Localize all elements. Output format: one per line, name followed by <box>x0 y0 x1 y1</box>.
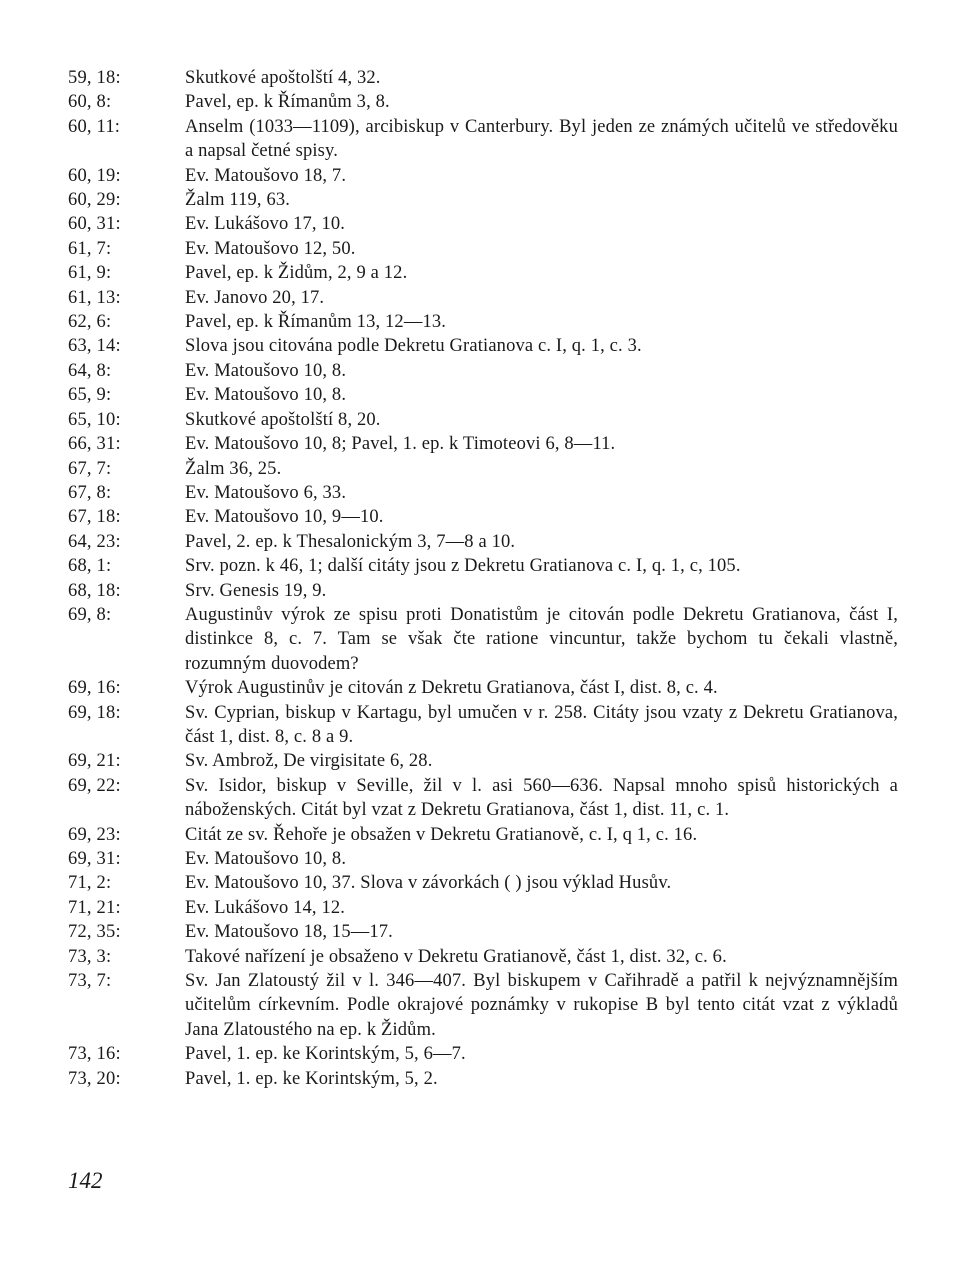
endnote-reference: 64, 8: <box>68 360 112 381</box>
endnote-reference: 73, 3: <box>68 946 112 967</box>
endnote-reference: 73, 16: <box>68 1044 121 1065</box>
endnote-reference: 72, 35: <box>68 922 121 943</box>
endnote-text: Ev. Matoušovo 10, 8. <box>185 385 347 406</box>
endnote-text: Ev. Matoušovo 10, 8; Pavel, 1. ep. k Timoteovi 6, 8—11. <box>185 434 616 455</box>
endnote-entry <box>68 554 898 578</box>
endnote-text: Ev. Janovo 20, 17. <box>185 287 325 308</box>
endnote-entry <box>68 847 898 871</box>
endnote-reference: 63, 14: <box>68 336 121 357</box>
endnote-reference: 69, 22: <box>68 775 121 796</box>
endnote-text: Srv. Genesis 19, 9. <box>185 580 327 601</box>
endnote-reference: 69, 23: <box>68 824 121 845</box>
endnote-text: Žalm 36, 25. <box>185 458 282 479</box>
endnote-reference: 60, 8: <box>68 92 112 113</box>
endnote-reference: 65, 9: <box>68 385 112 406</box>
endnote-entry <box>68 212 898 236</box>
endnote-entry <box>68 408 898 432</box>
endnote-entry <box>68 823 898 847</box>
endnote-text: Pavel, ep. k Římanům 13, 12—13. <box>185 312 447 333</box>
endnote-entry <box>68 603 898 676</box>
endnote-reference: 69, 16: <box>68 678 121 699</box>
endnote-entry <box>68 90 898 114</box>
endnote-text: Anselm (1033—1109), arcibiskup v Canterbury. Byl jeden ze známých učitelů ve středověku a napsal četné spisy. <box>185 116 898 162</box>
endnote-text: Ev. Matoušovo 18, 15—17. <box>185 922 393 943</box>
endnote-text: Ev. Matoušovo 10, 9—10. <box>185 507 384 528</box>
endnote-reference: 66, 31: <box>68 434 121 455</box>
endnote-entry <box>68 310 898 334</box>
endnote-reference: 61, 7: <box>68 238 112 259</box>
endnote-text: Sv. Cyprian, biskup v Kartagu, byl umučen v r. 258. Citáty jsou vzaty z Dekretu Gratianova, část 1, dist. 8, c. 8 a 9. <box>185 702 898 747</box>
endnote-entry <box>68 1042 898 1066</box>
endnote-reference: 61, 9: <box>68 263 112 284</box>
endnote-reference: 69, 21: <box>68 751 121 772</box>
endnote-entry <box>68 164 898 188</box>
endnote-entry <box>68 676 898 700</box>
endnote-text: Pavel, ep. k Židům, 2, 9 a 12. <box>185 263 408 284</box>
endnote-text: Pavel, 2. ep. k Thesalonickým 3, 7—8 a 10. <box>185 531 516 552</box>
endnote-reference: 61, 13: <box>68 287 121 308</box>
endnote-entry <box>68 66 898 90</box>
endnote-reference: 71, 21: <box>68 897 121 918</box>
endnote-reference: 65, 10: <box>68 409 121 430</box>
endnote-reference: 73, 20: <box>68 1068 121 1089</box>
endnote-entry <box>68 579 898 603</box>
endnote-entry <box>68 749 898 773</box>
endnote-entry <box>68 969 898 1042</box>
endnote-reference: 67, 8: <box>68 482 112 503</box>
endnote-text: Sv. Isidor, biskup v Seville, žil v l. asi 560—636. Napsal mnoho spisů historických a náboženských. Citát byl vzat z Dekretu Gratianova, část 1, dist. 11, c. 1. <box>185 775 898 821</box>
endnote-entry <box>68 896 898 920</box>
endnote-text: Ev. Matoušovo 6, 33. <box>185 482 347 503</box>
endnote-entry <box>68 481 898 505</box>
endnote-entry <box>68 237 898 261</box>
endnote-entry <box>68 359 898 383</box>
endnote-text: Skutkové apoštolští 8, 20. <box>185 409 381 430</box>
endnote-text: Sv. Ambrož, De virgisitate 6, 28. <box>185 751 433 772</box>
endnote-entry <box>68 945 898 969</box>
endnote-text: Srv. pozn. k 46, 1; další citáty jsou z Dekretu Gratianova c. I, q. 1, c, 105. <box>185 556 741 577</box>
endnote-entry <box>68 432 898 456</box>
endnote-entry <box>68 334 898 358</box>
endnote-text: Augustinův výrok ze spisu proti Donatistům je citován podle Dekretu Gratianova, část I, distinkce 8, c. 7. Tam se však čte ratione vincuntur, takže bychom tu čekali vlastně, rozumným duovodem? <box>185 604 898 674</box>
endnote-text: Ev. Lukášovo 17, 10. <box>185 214 346 235</box>
endnote-text: Sv. Jan Zlatoustý žil v l. 346—407. Byl biskupem v Cařihradě a patřil k nejvýznamnějším učitelům církevním. Podle okrajové poznámky v rukopise B byl tento citát vzat z výkladů Jana Zlatoustého na ep. k Židům. <box>185 971 898 1040</box>
endnote-reference: 60, 31: <box>68 214 121 235</box>
endnote-reference: 71, 2: <box>68 873 112 894</box>
endnote-reference: 68, 18: <box>68 580 121 601</box>
endnote-reference: 64, 23: <box>68 531 121 552</box>
endnote-text: Ev. Matoušovo 10, 37. Slova v závorkách ( ) jsou výklad Husův. <box>185 873 672 894</box>
endnote-text: Pavel, ep. k Římanům 3, 8. <box>185 92 390 113</box>
endnote-entry <box>68 920 898 944</box>
endnote-reference: 67, 18: <box>68 507 121 528</box>
endnote-entry <box>68 530 898 554</box>
endnote-entry <box>68 188 898 212</box>
endnote-reference: 60, 29: <box>68 190 121 211</box>
endnote-entry <box>68 505 898 529</box>
endnote-entry <box>68 286 898 310</box>
endnote-text: Slova jsou citována podle Dekretu Gratianova c. I, q. 1, c. 3. <box>185 336 642 357</box>
endnote-reference: 67, 7: <box>68 458 112 479</box>
endnote-text: Takové nařízení je obsaženo v Dekretu Gratianově, část 1, dist. 32, c. 6. <box>185 946 727 967</box>
endnote-text: Citát ze sv. Řehoře je obsažen v Dekretu Gratianově, c. I, q 1, c. 16. <box>185 824 698 845</box>
endnote-entry <box>68 701 898 750</box>
endnote-text: Ev. Matoušovo 18, 7. <box>185 165 347 186</box>
endnote-reference: 59, 18: <box>68 68 121 88</box>
endnote-entry <box>68 871 898 895</box>
endnote-text: Ev. Lukášovo 14, 12. <box>185 897 346 918</box>
endnote-entry <box>68 383 898 407</box>
endnote-reference: 69, 18: <box>68 702 121 723</box>
endnote-reference: 73, 7: <box>68 971 112 992</box>
endnote-text: Výrok Augustinův je citován z Dekretu Gratianova, část I, dist. 8, c. 4. <box>185 678 718 699</box>
endnote-reference: 69, 31: <box>68 849 121 869</box>
endnote-reference: 69, 8: <box>68 604 112 625</box>
endnote-reference: 60, 11: <box>68 116 121 137</box>
endnote-entry <box>68 115 898 164</box>
endnote-text: Skutkové apoštolští 4, 32. <box>185 68 381 88</box>
endnote-entry <box>68 1067 898 1091</box>
endnotes-list <box>68 66 898 1091</box>
endnote-text: Ev. Matoušovo 10, 8. <box>185 360 347 381</box>
endnote-text: Žalm 119, 63. <box>185 190 291 211</box>
endnote-reference: 68, 1: <box>68 556 112 577</box>
endnote-text: Ev. Matoušovo 10, 8. <box>185 849 347 869</box>
endnote-entry <box>68 261 898 285</box>
endnote-text: Pavel, 1. ep. ke Korintským, 5, 2. <box>185 1068 438 1089</box>
endnote-entry <box>68 774 898 823</box>
page-number: 142 <box>68 1168 103 1193</box>
endnote-reference: 62, 6: <box>68 312 112 333</box>
endnote-text: Ev. Matoušovo 12, 50. <box>185 238 356 259</box>
endnote-reference: 60, 19: <box>68 165 121 186</box>
endnote-entry <box>68 457 898 481</box>
endnote-text: Pavel, 1. ep. ke Korintským, 5, 6—7. <box>185 1044 466 1065</box>
